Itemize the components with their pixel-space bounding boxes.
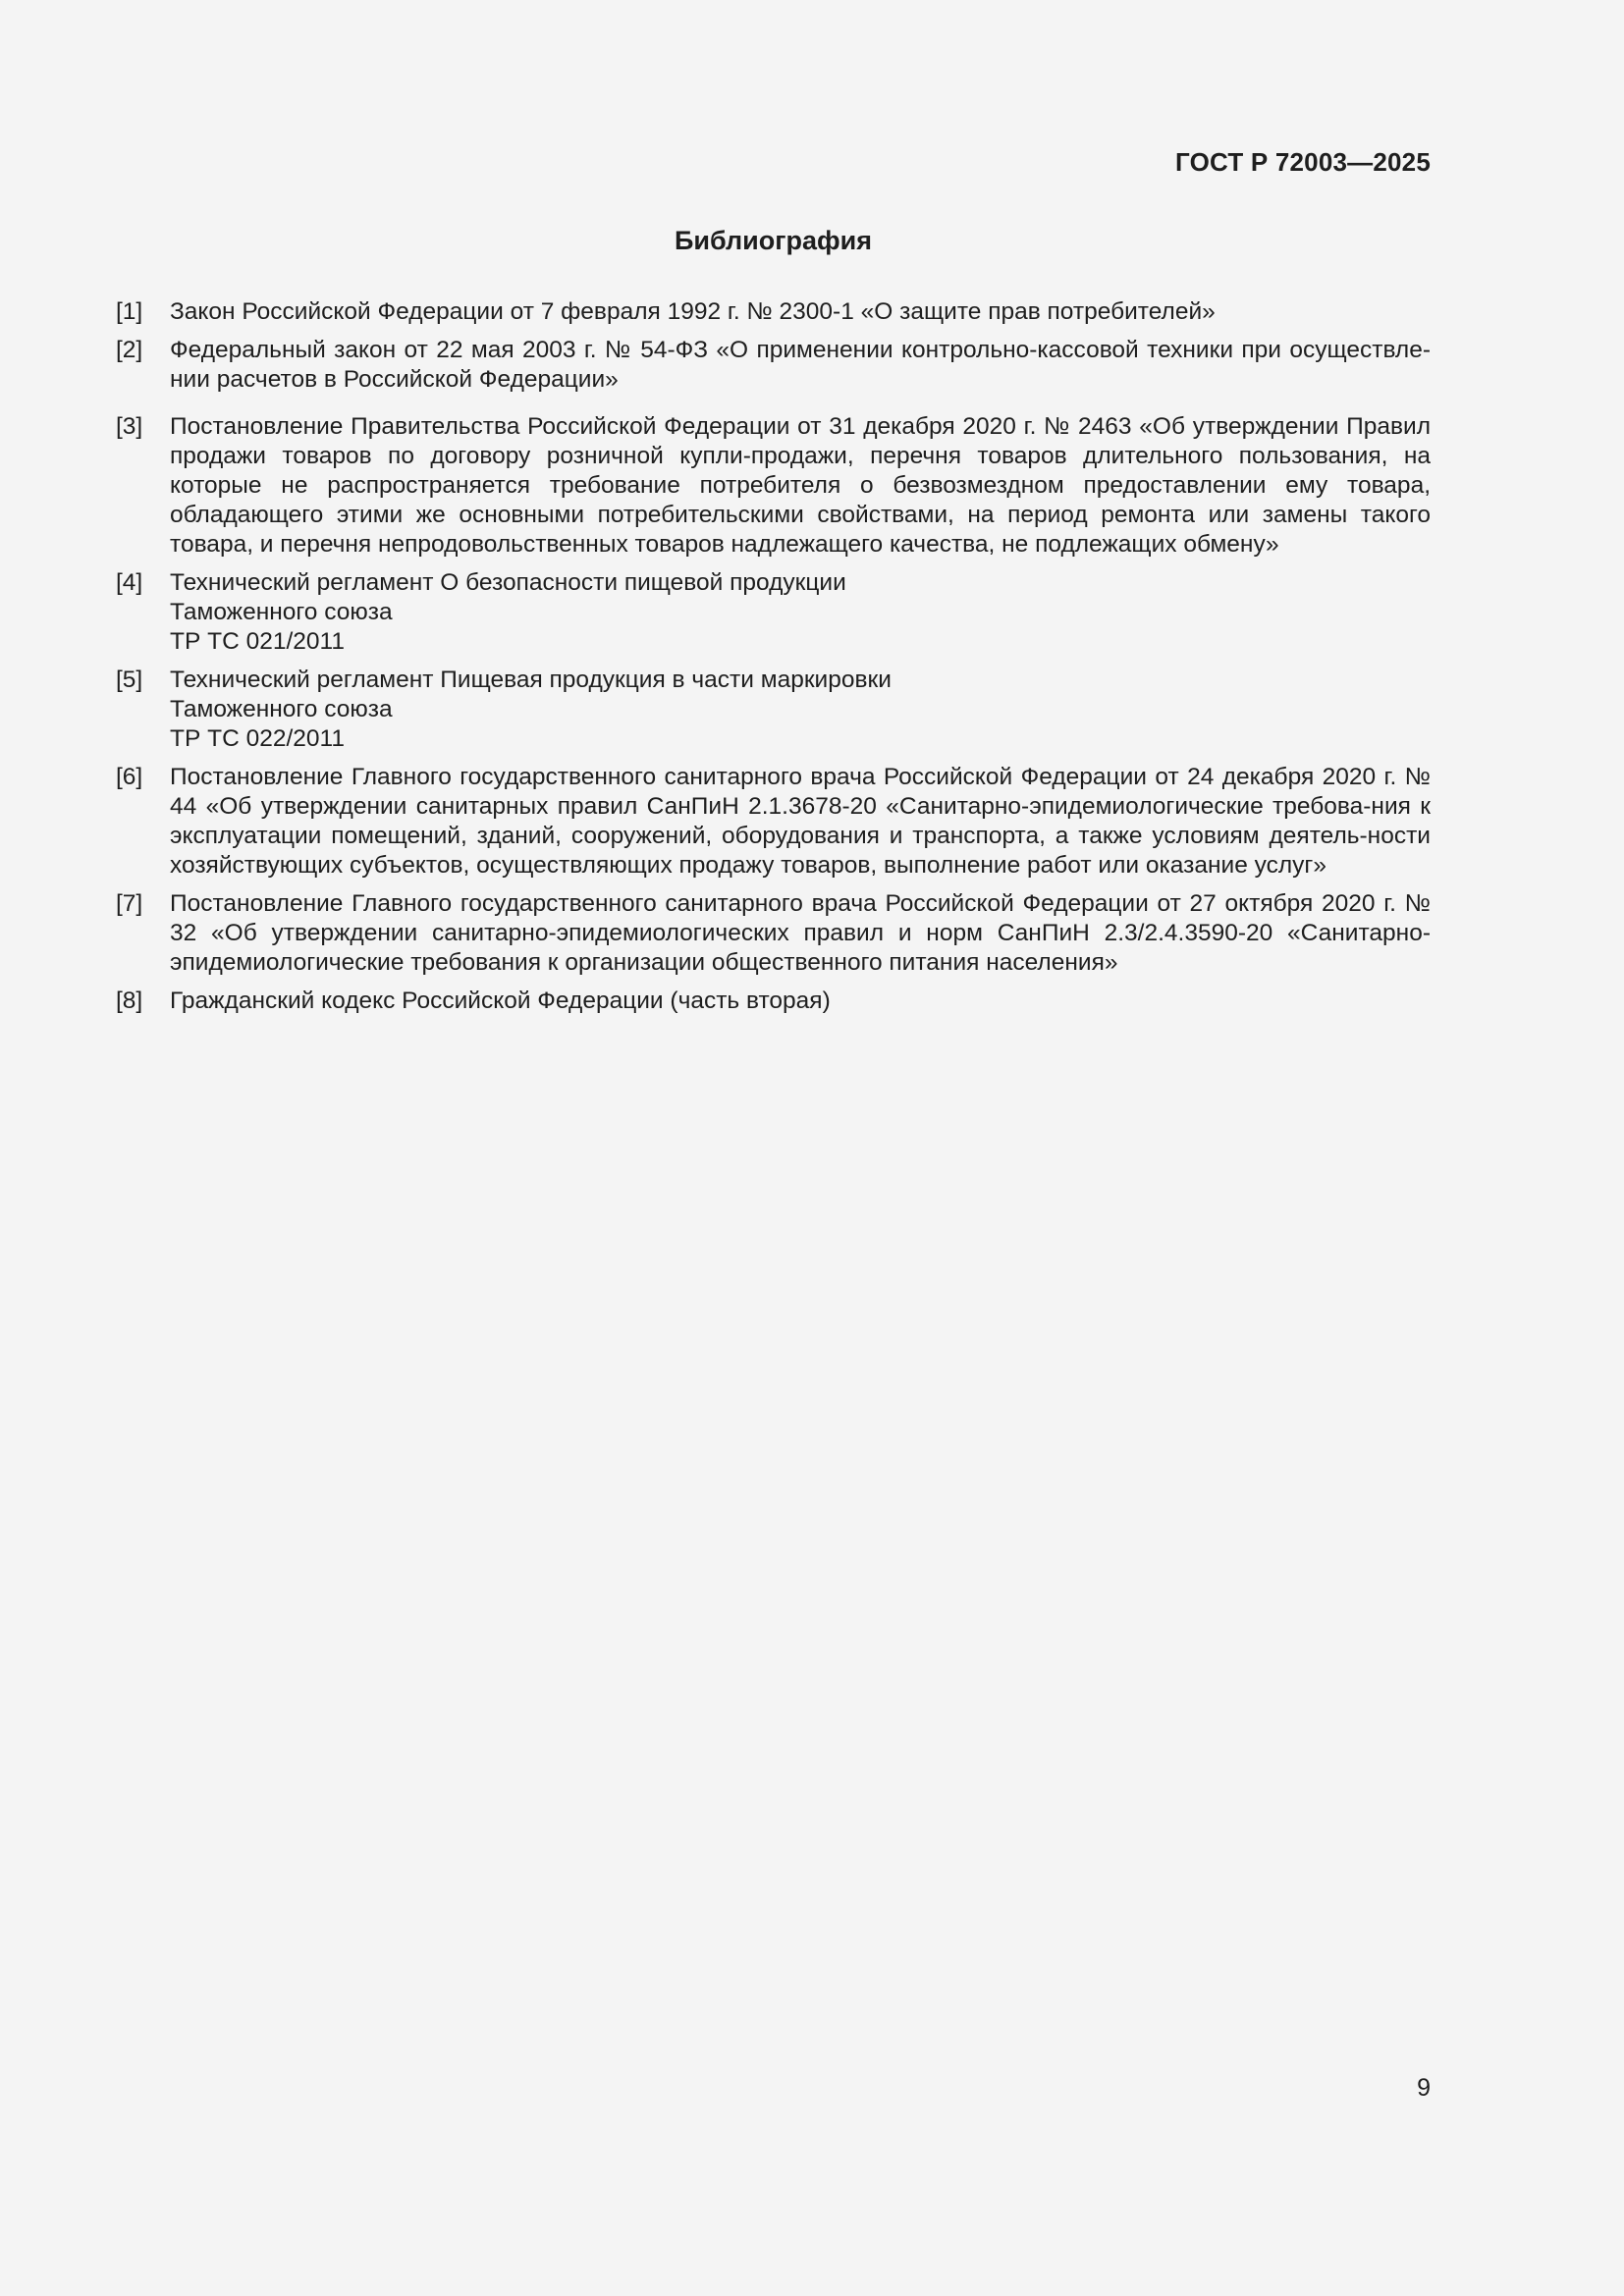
entry-number: [5] bbox=[116, 667, 143, 693]
entry-number: [6] bbox=[116, 764, 143, 790]
bibliography-entry-1 bbox=[116, 297, 1431, 327]
entry-number: [1] bbox=[116, 298, 143, 325]
regulation-code: ТР ТС 021/2011 bbox=[170, 628, 345, 655]
entry-text: Закон Российской Федерации от 7 февраля 1992 г. № 2300-1 «О защите прав потребителей» bbox=[170, 298, 1216, 325]
document-code: ГОСТ Р 72003—2025 bbox=[1175, 147, 1431, 177]
entry-number: [8] bbox=[116, 988, 143, 1014]
bibliography-list bbox=[116, 297, 1431, 1025]
entry-number: [7] bbox=[116, 890, 143, 917]
entry-number: [4] bbox=[116, 569, 143, 596]
bibliography-title: Библиография bbox=[675, 226, 872, 255]
bibliography-entry-3 bbox=[116, 412, 1431, 560]
entry-text: Постановление Главного государственного санитарного врача Российской Федерации от 27 октября 2020 г. № 32 «Об утверждении санитарно-эпидемиологических правил и норм СанПиН 2.3/2.4.3590-20 «Санитарно-эпидемиологические требования к организации общественного питания населения» bbox=[170, 890, 1431, 976]
page-number: 9 bbox=[1417, 2074, 1431, 2102]
bibliography-entry-8 bbox=[116, 987, 1431, 1016]
entry-text: Постановление Главного государственного санитарного врача Российской Федерации от 24 декабря 2020 г. № 44 «Об утверждении санитарных правил СанПиН 2.1.3678-20 «Санитарно-эпидемиологические требова-ния к эксплуатации помещений, зданий, сооружений, оборудования и транспорта, а также условиям деятель-ности хозяйствующих субъектов, осуществляющих продажу товаров, выполнение работ или оказание услуг» bbox=[170, 764, 1431, 879]
bibliography-entry-2 bbox=[116, 336, 1431, 395]
bibliography-entry-5 bbox=[116, 666, 1431, 754]
entry-number: [2] bbox=[116, 337, 143, 363]
entry-text: Постановление Правительства Российской Федерации от 31 декабря 2020 г. № 2463 «Об утверждении Правил продажи товаров по договору розничной купли-продажи, перечня товаров длительного пользования, на которые не распространяется требование потребителя о безвозмездном предоставлении ему товара, обладающего этими же основными потребительскими свойствами, на период ремонта или замены такого товара, и перечня непродовольственных товаров надлежащего качества, не подлежащих обмену» bbox=[170, 413, 1431, 558]
bibliography-entry-7 bbox=[116, 889, 1431, 978]
entry-text: Гражданский кодекс Российской Федерации (часть вторая) bbox=[170, 988, 831, 1014]
regulation-code: ТР ТС 022/2011 bbox=[170, 725, 345, 752]
regulation-issuer: Таможенного союза bbox=[170, 599, 393, 625]
regulation-title: Технический регламент Пищевая продукция в части маркировки bbox=[170, 667, 892, 693]
bibliography-entry-6 bbox=[116, 763, 1431, 881]
entry-text: Федеральный закон от 22 мая 2003 г. № 54-ФЗ «О применении контрольно-кассовой техники при осуществле-нии расчетов в Российской Федерации» bbox=[170, 337, 1431, 393]
bibliography-entry-4 bbox=[116, 568, 1431, 657]
entry-number: [3] bbox=[116, 413, 143, 440]
regulation-title: Технический регламент О безопасности пищевой продукции bbox=[170, 569, 846, 596]
regulation-issuer: Таможенного союза bbox=[170, 696, 393, 722]
